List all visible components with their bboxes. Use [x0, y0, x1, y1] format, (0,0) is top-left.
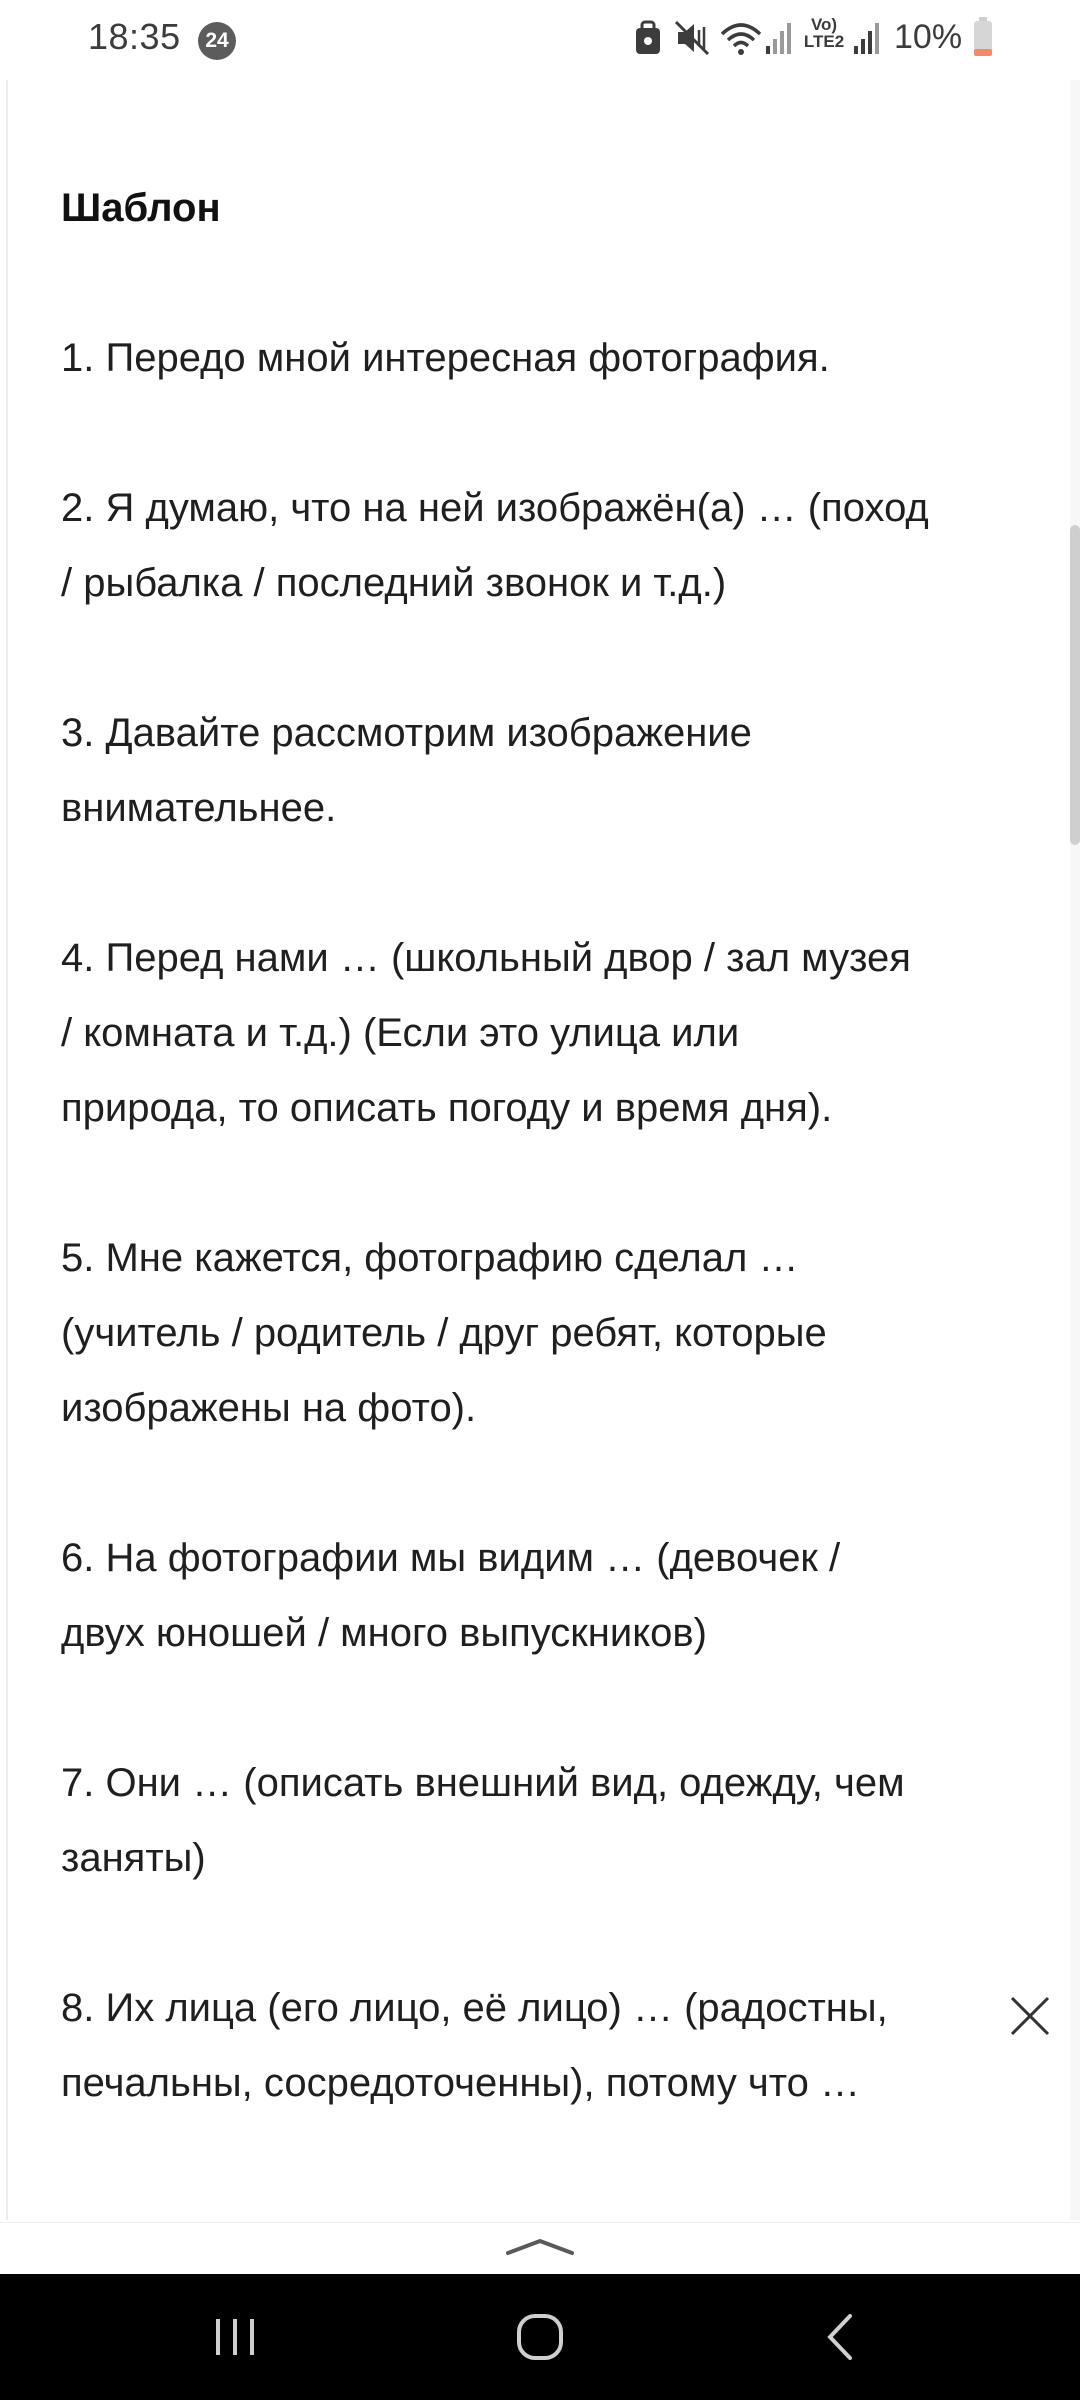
battery-percentage: 10% [894, 18, 963, 56]
recent-apps-button[interactable] [175, 2302, 295, 2372]
volte-label: Vo) [810, 15, 838, 34]
list-item-line: печальны, сосредоточенны), потому что … [61, 2061, 861, 2105]
list-item-line: 3. Давайте рассмотрим изображение [61, 711, 752, 755]
list-item-line: 7. Они … (описать внешний вид, одежду, чем [61, 1761, 905, 1805]
list-item [61, 1971, 1021, 2121]
chevron-up-icon [504, 2235, 576, 2259]
status-bar [0, 0, 1080, 78]
list-item-line: / рыбалка / последний звонок и т.д.) [61, 561, 727, 605]
list-item-line: 4. Перед нами … (школьный двор / зал музея [61, 936, 911, 980]
home-icon [515, 2312, 565, 2362]
list-item-line: 6. На фотографии мы видим … (девочек / [61, 1536, 841, 1580]
back-icon [820, 2312, 860, 2362]
list-item-line: 8. Их лица (его лицо, её лицо) … (радостны, [61, 1986, 888, 2030]
home-button[interactable] [480, 2302, 600, 2372]
list-item-line: 5. Мне кажется, фотографию сделал … [61, 1236, 799, 1280]
list-item-line: внимательнее. [61, 786, 337, 830]
signal-icon [764, 18, 794, 63]
list-item [61, 1221, 1021, 1446]
system-navigation-bar [0, 2274, 1080, 2400]
article-body [61, 170, 1021, 2121]
list-item-line: природа, то описать погоду и время дня). [61, 1086, 833, 1130]
list-item [61, 471, 1021, 621]
back-button[interactable] [780, 2302, 900, 2372]
scrollbar-track[interactable] [1070, 80, 1080, 2220]
battery-icon [972, 16, 994, 63]
list-item-line: изображены на фото). [61, 1386, 477, 1430]
lte-label: LTE2 [803, 32, 845, 51]
list-item [61, 1746, 1021, 1896]
list-item-line: заняты) [61, 1836, 206, 1880]
volte-icon [800, 16, 848, 50]
close-icon [1010, 1996, 1050, 2036]
expand-handle-button[interactable] [500, 2232, 580, 2262]
secure-folder-icon [633, 18, 663, 63]
list-item [61, 696, 1021, 846]
close-button[interactable] [1000, 1986, 1060, 2046]
list-item [61, 321, 1021, 396]
status-time: 18:35 [88, 16, 181, 57]
wifi-icon [718, 18, 764, 63]
scrollbar-thumb[interactable] [1070, 525, 1080, 845]
mute-icon [672, 18, 712, 63]
list-item [61, 1521, 1021, 1671]
list-item-line: двух юношей / много выпускников) [61, 1611, 707, 1655]
list-item-line: 2. Я думаю, что на ней изображён(а) … (поход [61, 486, 929, 530]
article-heading: Шаблон [61, 186, 221, 230]
notification-count-badge: 24 [198, 22, 236, 60]
signal-icon-2 [852, 18, 882, 63]
list-item-line: 1. Передо мной интересная фотография. [61, 336, 830, 380]
list-item-line: / комната и т.д.) (Если это улица или [61, 1011, 740, 1055]
recent-apps-icon [210, 2315, 260, 2359]
list-item-line: (учитель / родитель / друг ребят, которые [61, 1311, 827, 1355]
list-item [61, 921, 1021, 1146]
